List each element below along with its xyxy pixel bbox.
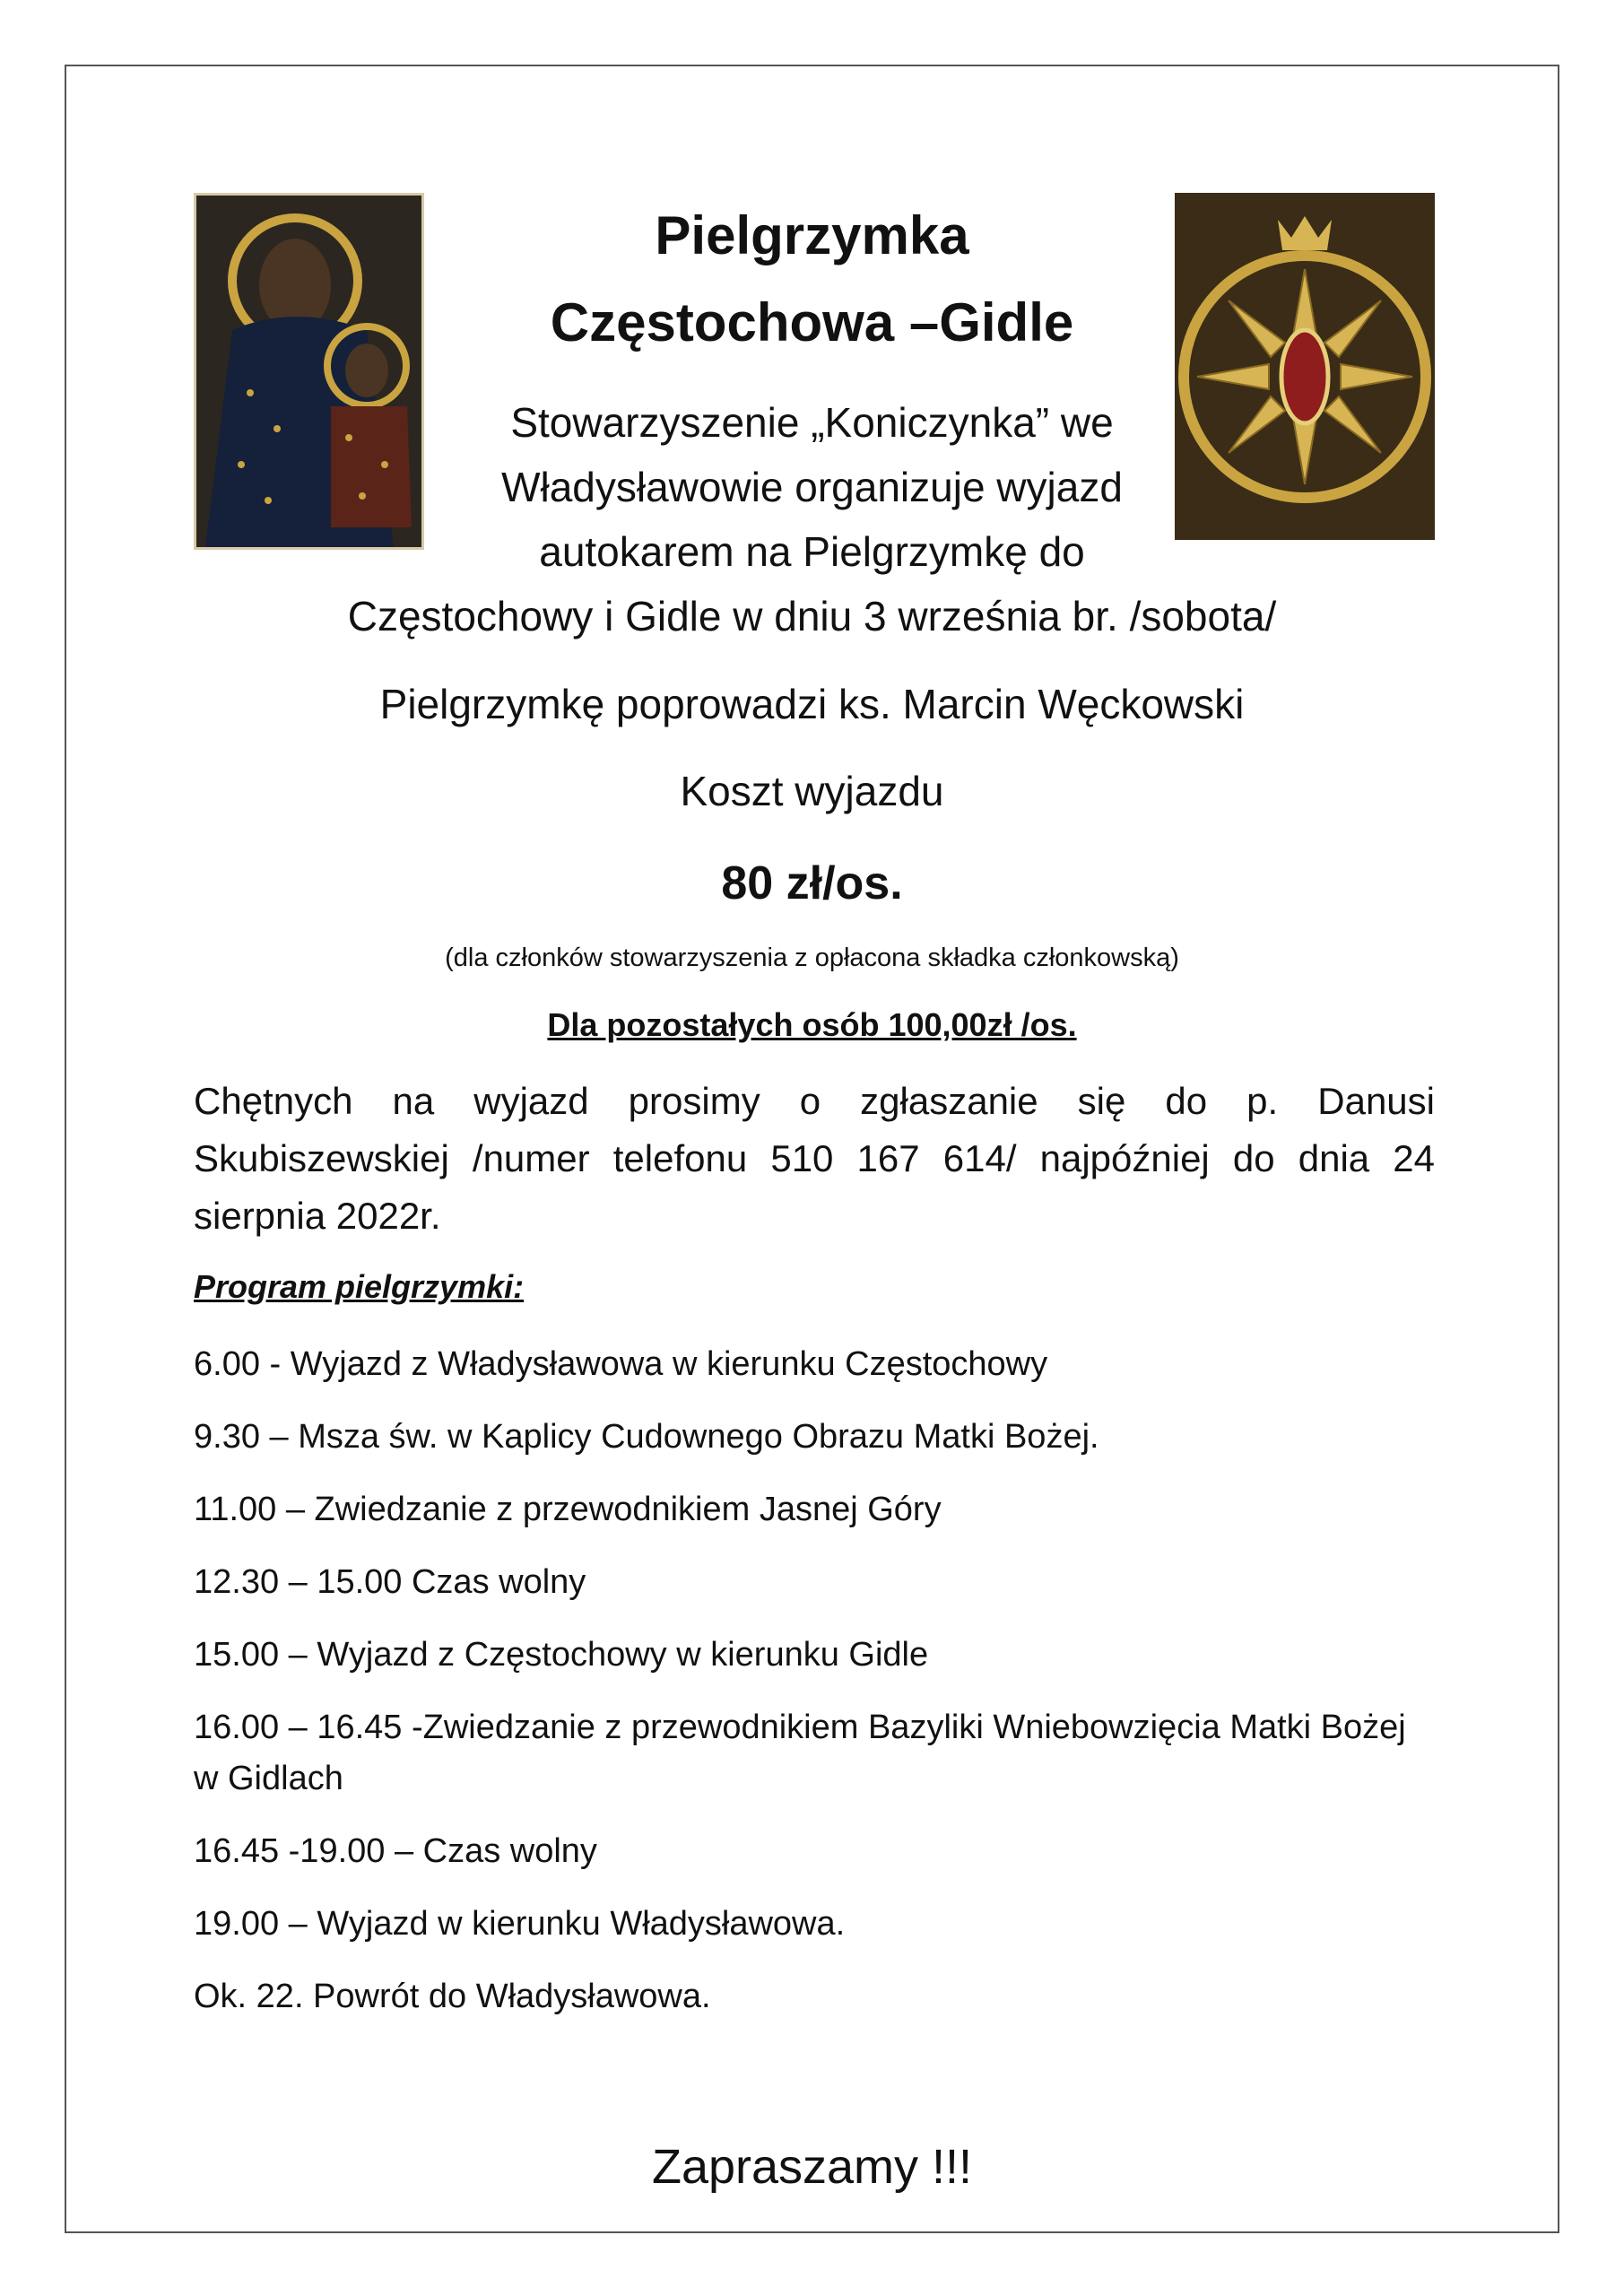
intro-line-2: Władysławowie organizuje wyjazd (501, 464, 1123, 510)
member-price-note: (dla członków stowarzyszenia z opłacona składka członkowską) (445, 944, 1179, 972)
pilgrimage-leader: Pielgrzymkę poprowadzi ks. Marcin Węckowski (379, 681, 1245, 727)
title-line-1: Pielgrzymka (655, 205, 969, 265)
program-list (194, 1339, 1435, 2044)
closing-invitation: Zapraszamy !!! (651, 2140, 973, 2194)
cost-label: Koszt wyjazdu (680, 768, 944, 814)
others-price: Dla pozostałych osób 100,00zł /os. (547, 1006, 1077, 1043)
program-title: Program pielgrzymki: (194, 1268, 525, 1305)
program-item: 12.30 – 15.00 Czas wolny (194, 1563, 586, 1601)
program-item: 16.45 -19.00 – Czas wolny (194, 1832, 597, 1870)
intro-line-1: Stowarzyszenie „Koniczynka” we (510, 399, 1114, 446)
intro-line-3: autokarem na Pielgrzymkę do (539, 528, 1085, 575)
program-item: 11.00 – Zwiedzanie z przewodnikiem Jasnej Góry (194, 1491, 942, 1528)
program-item: 15.00 – Wyjazd z Częstochowy w kierunku Gidle (194, 1636, 929, 1674)
program-item: 6.00 - Wyjazd z Władysławowa w kierunku Częstochowy (194, 1345, 1048, 1383)
program-item: 9.30 – Msza św. w Kaplicy Cudownego Obrazu Matki Bożej. (194, 1418, 1099, 1456)
title-line-2: Częstochowa –Gidle (550, 292, 1074, 352)
program-item: Ok. 22. Powrót do Władysławowa. (194, 1978, 711, 2015)
program-item: 16.00 – 16.45 -Zwiedzanie z przewodnikiem Bazyliki Wniebowzięcia Matki Bożej w Gidlach (194, 1709, 1406, 1797)
program-item: 19.00 – Wyjazd w kierunku Władysławowa. (194, 1905, 846, 1943)
intro-line-4: Częstochowy i Gidle w dniu 3 września br. /sobota/ (347, 593, 1277, 639)
signup-paragraph: Chętnych na wyjazd prosimy o zgłaszanie się do p. Danusi Skubiszewskiej /numer telefonu 510 167 614/ najpóźniej do dnia 24 sierpnia 2022r. (194, 1080, 1435, 1237)
member-price: 80 zł/os. (721, 857, 903, 909)
